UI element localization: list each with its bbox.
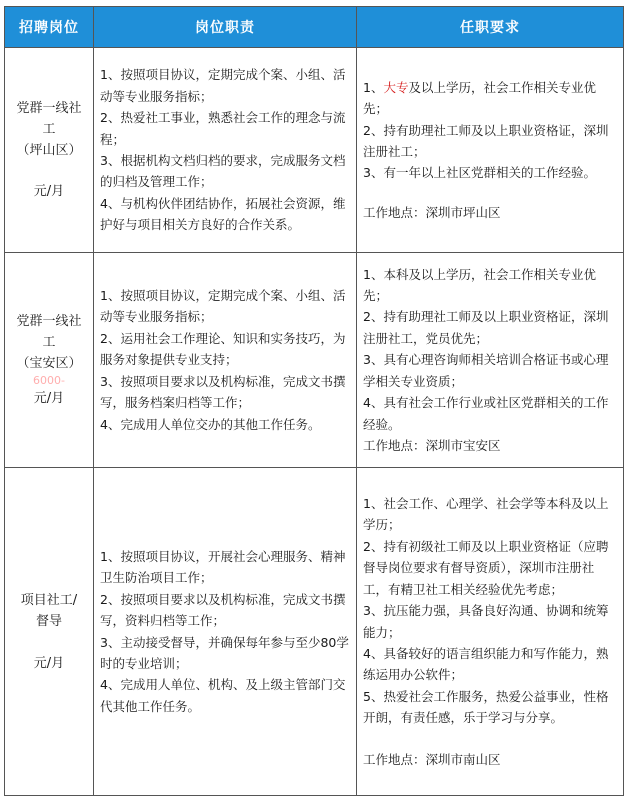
requirement-item: 3、抗压能力强，具备良好沟通、协调和统筹能力；: [363, 603, 609, 640]
duty-item: 2、热爱社工事业，熟悉社会工作的理念与流程；: [100, 110, 346, 147]
duty-item: 3、主动接受督导，并确保每年参与至少80学时的专业培训；: [100, 634, 349, 671]
salary-unit: 元/月: [33, 655, 65, 671]
duty-item: 1、按照项目协议，开展社会心理服务、精神卫生防治项目工作；: [100, 548, 346, 586]
spacer: [363, 184, 618, 202]
duty-item: 3、按照项目要求以及机构标准，完成文书撰写，服务档案归档等工作；: [100, 373, 346, 411]
salary-range-blank: [9, 161, 89, 181]
duty-item: 2、按照项目要求以及机构标准，完成文书撰写，资料归档等工作；: [100, 591, 346, 629]
job-position-cell: [5, 253, 94, 468]
job-row-pingshan: [5, 48, 624, 253]
duty-item: 4、完成用人单位交办的其他工作任务。: [100, 416, 321, 432]
salary-unit: 元/月: [33, 391, 65, 406]
duty-item: 4、与机构伙伴团结协作，拓展社会资源，维护好与项目相关方良好的合作关系。: [100, 195, 346, 233]
work-location: 工作地点：深圳市坪山区: [363, 204, 501, 220]
requirement-item: 5、热爱社会工作服务，热爱公益事业，性格开朗，有责任感，乐于学习与分享。: [363, 688, 609, 726]
requirement-prefix: 1、: [363, 79, 384, 95]
job-position-cell: [5, 468, 94, 796]
position-title-line: 督导: [35, 613, 62, 629]
job-position-cell: [5, 48, 94, 253]
requirement-item: 1、社会工作、心理学、社会学等本科及以上学历；: [363, 496, 609, 533]
job-duties-cell: [94, 468, 357, 796]
position-title-line: （宝安区）: [16, 356, 82, 371]
job-table: [4, 6, 624, 796]
duty-item: 1、按照项目协议，定期完成个案、小组、活动等专业服务指标；: [100, 288, 346, 325]
job-requirements-cell: [357, 48, 624, 253]
requirement-item: 2、持有助理社工师及以上职业资格证，深圳注册社工，党员优先；: [363, 309, 609, 346]
job-duties-cell: [94, 48, 357, 253]
education-highlight: 大专: [383, 79, 409, 95]
requirement-item: 3、有一年以上社区党群相关的工作经验。: [363, 165, 596, 181]
requirement-item: 4、具备较好的语言组织能力和写作能力，熟练运用办公软件；: [363, 645, 609, 683]
position-title-line: 项目社工/: [20, 592, 78, 608]
position-title-line: 党群一线社: [16, 101, 82, 116]
salary-range-blank: [9, 632, 89, 653]
duty-item: 1、按照项目协议，定期完成个案、小组、活动等专业服务指标；: [100, 67, 346, 104]
requirement-item: 2、持有初级社工师及以上职业资格证（应聘督导岗位要求有督导资质），深圳市注册社工，有精卫社工相关经验优先考虑；: [363, 538, 609, 597]
salary-range: 6000-: [33, 374, 65, 387]
header-duties: 岗位职责: [94, 7, 357, 48]
job-requirements-cell: [357, 468, 624, 796]
job-row-nanshan: [5, 468, 624, 796]
requirement-item: 4、具有社会工作行业或社区党群相关的工作经验。: [363, 395, 609, 432]
duty-item: 2、运用社会工作理论、知识和实务技巧，为服务对象提供专业支持；: [100, 330, 346, 368]
position-title-line: 党群一线社: [16, 314, 82, 329]
requirement-text: 及以上学历，社会工作相关专业优先；: [363, 79, 596, 117]
requirement-item: 1、本科及以上学历，社会工作相关专业优先；: [363, 266, 596, 304]
position-title-line: （坪山区）: [16, 143, 82, 158]
header-requirements: 任职要求: [357, 7, 624, 48]
duty-item: 4、完成用人单位、机构、及上级主管部门交代其他工作任务。: [100, 677, 346, 714]
job-duties-cell: [94, 253, 357, 468]
header-position: 招聘岗位: [5, 7, 94, 48]
salary-unit: 元/月: [33, 184, 65, 199]
work-location: 工作地点：深圳市宝安区: [363, 437, 501, 453]
job-row-baoan: [5, 253, 624, 468]
work-location: 工作地点：深圳市南山区: [363, 751, 501, 767]
job-requirements-cell: [357, 253, 624, 468]
requirement-item: [363, 77, 618, 120]
position-title-line: 工: [42, 335, 56, 350]
table-header-row: [5, 7, 624, 48]
requirement-item: 2、持有助理社工师及以上职业资格证，深圳注册社工；: [363, 122, 609, 159]
spacer: [363, 729, 618, 749]
position-title-line: 工: [42, 122, 56, 137]
requirement-item: 3、具有心理咨询师相关培训合格证书或心理学相关专业资质；: [363, 352, 609, 389]
duty-item: 3、根据机构文档归档的要求，完成服务文档的归档及管理工作；: [100, 153, 346, 190]
